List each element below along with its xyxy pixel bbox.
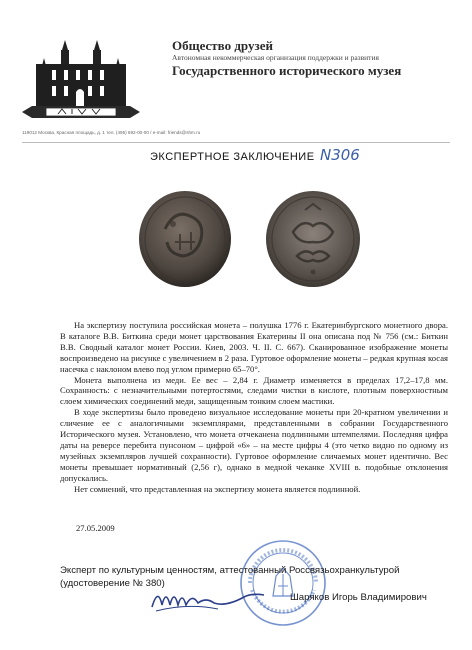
paragraph-4: Нет сомнений, что представленная на экспертизу монета является подлинной. xyxy=(74,483,361,494)
paragraph-3: В ходе экспертизы было проведено визуальное исследование монеты при 20-кратном увеличении и сличение ее с аналогичными экземплярами, представленными в собрании Государственного Исторического музея. Установлено, что монета отчеканена подлинными штемпелями. Последняя цифра даты на реверсе перебита пунсоном – цифрой «6» – на месте цифры 4 (это четко видно по одному из музейных экземпляров лучшей сохранности). Гуртовое оформление сличаемых монет идентично. Вес монеты превышает нормативный (2,56 г), однако в медной чеканке XVIII в. подобные отклонения допускались. xyxy=(60,407,448,483)
org-subtitle: Автономная некоммерческая организация поддержки и развития xyxy=(172,53,379,62)
paragraph-1: На экспертизу поступила российская монета – полушка 1776 г. Екатеринбургского монетного двора. В каталоге В.В. Биткина среди монет царствования Екатерины II она описана под № 756 (см.: Биткин В.В. Сводный каталог монет России. Киев, 2003. Ч. II. С. 667). Сканированное изображение монеты воспроизведено на рисунке с увеличением в 2 раза. Гуртовое оформление монеты – редкая крупная косая насечка с наклоном влево под углом примерно 65–70°. xyxy=(60,320,448,374)
header-divider xyxy=(22,142,450,143)
coin-reverse-icon xyxy=(266,191,360,287)
org-address: 119012 Москва, Красная площадь, д. 1 тел. (495) 692-00-00 / e-mail: friends@shm.ru xyxy=(22,130,201,135)
museum-logo-icon xyxy=(22,40,140,132)
expert-certificate: (удостоверение № 380) xyxy=(60,578,165,589)
document-title: ЭКСПЕРТНОЕ ЗАКЛЮЧЕНИЕ xyxy=(150,151,315,163)
organization-block xyxy=(172,38,462,78)
coin-obverse-icon xyxy=(139,191,231,287)
coin-images xyxy=(135,184,365,294)
paragraph-2: Монета выполнена из меди. Ее вес – 2,84 г. Диаметр изменяется в пределах 17,2–17,8 мм. Сохранность: с незначительными потертостями, следами чистки в кислоте, плотным поверхностным слоем химических соединений меди, защищенным тонким слоем мастики. xyxy=(60,374,448,407)
handwritten-signature xyxy=(148,583,268,615)
expert-title: Эксперт по культурным ценностям, аттестованный Россвязьохранкультурой xyxy=(60,565,400,576)
org-name-line2: Государственного исторического музея xyxy=(172,63,402,78)
report-body xyxy=(60,320,448,495)
org-name-line1: Общество друзей xyxy=(172,38,273,53)
handwritten-number: N306 xyxy=(320,146,360,164)
expert-name: Шаряков Игорь Владимирович xyxy=(290,592,427,603)
document-date: 27.05.2009 xyxy=(76,523,115,533)
